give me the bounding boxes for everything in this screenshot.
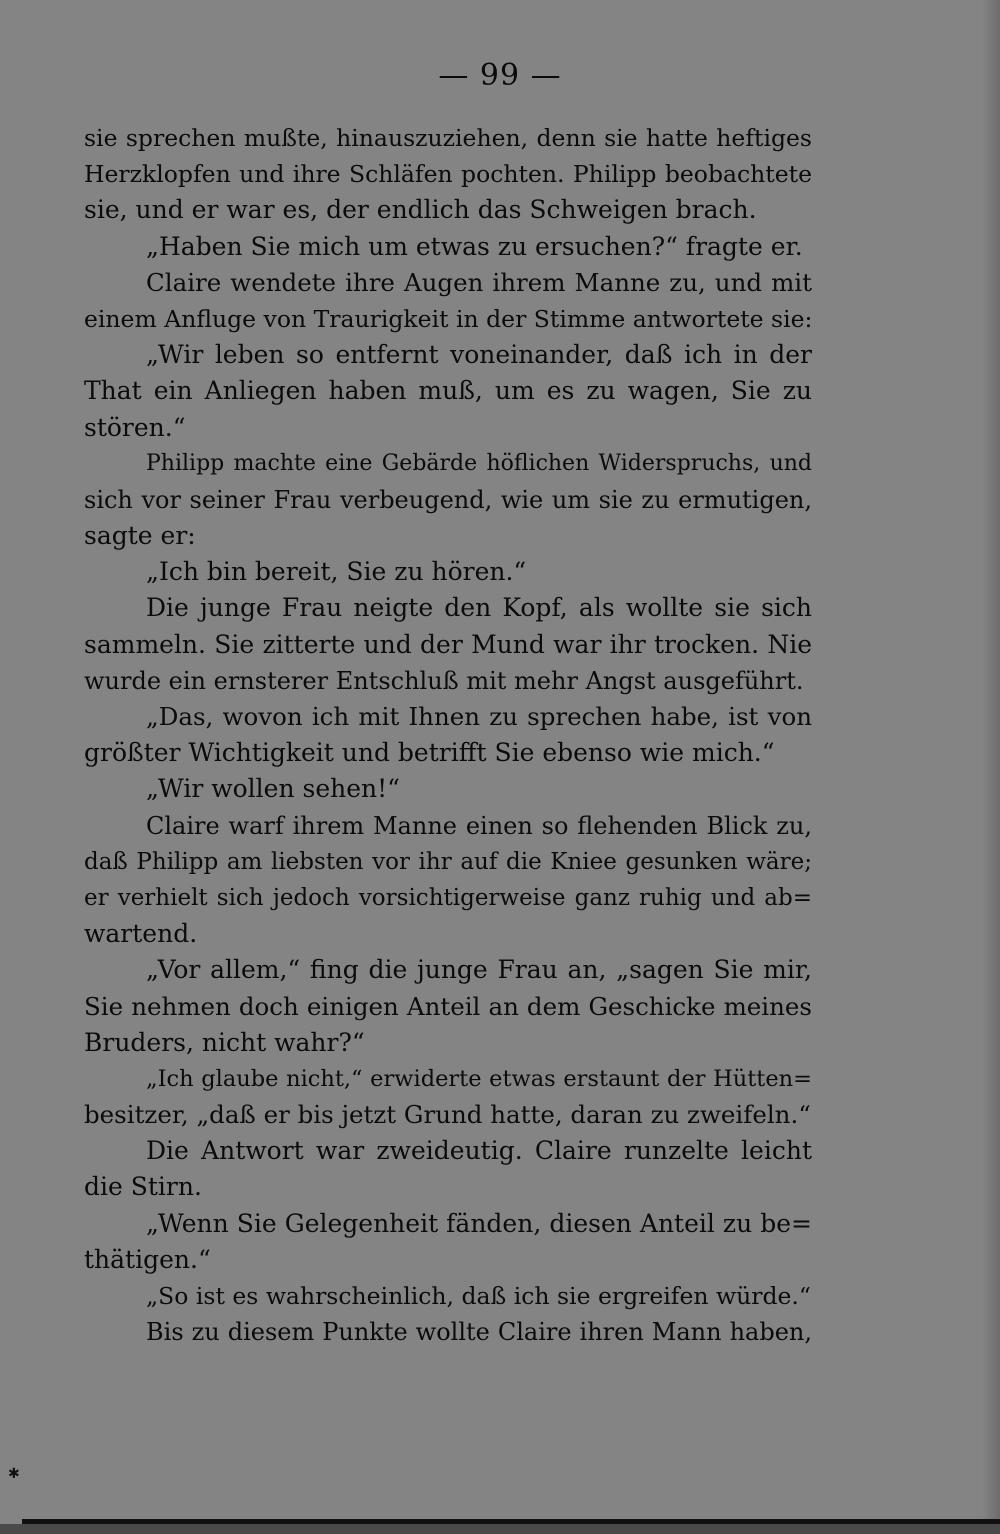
text-line: stören.“ [84, 412, 186, 442]
text-line: „Ich bin bereit, Sie zu hören.“ [146, 557, 527, 587]
text-line: wartend. [84, 919, 198, 949]
text-line: „So ist es wahrscheinlich, daß ich sie ergreifen würde.“ [146, 1282, 811, 1310]
page-edge-shadow [982, 0, 1000, 1534]
text-line: wurde ein ernsterer Entschluß mit mehr Angst ausgeführt. [84, 666, 804, 695]
text-line: Philipp machte eine Gebärde höflichen Widerspruchs, und [146, 450, 812, 476]
text-line: sagte er: [84, 521, 196, 551]
text-line: daß Philipp am liebsten vor ihr auf die Kniee gesunken wäre; [84, 848, 812, 875]
text-line: Herzklopfen und ihre Schläfen pochten. Philipp beobachtete [84, 160, 812, 189]
text-line: Claire warf ihrem Manne einen so flehenden Blick zu, [146, 811, 812, 840]
text-line: „Vor allem,“ fing die junge Frau an, „sagen Sie mir, [146, 955, 812, 985]
text-line: besitzer, „daß er bis jetzt Grund hatte, daran zu zweifeln.“ [84, 1100, 811, 1130]
text-line: Bis zu diesem Punkte wollte Claire ihren Mann haben, [146, 1318, 812, 1347]
text-line: sie, und er war es, der endlich das Schweigen brach. [84, 195, 757, 225]
text-line: „Wenn Sie Gelegenheit fänden, diesen Anteil zu be= [146, 1208, 812, 1238]
text-line: einem Anfluge von Traurigkeit in der Stimme antwortete sie: [84, 304, 812, 333]
text-line: die Stirn. [84, 1172, 202, 1202]
text-line: „Das, wovon ich mit Ihnen zu sprechen habe, ist von [146, 702, 812, 731]
page-body-text [84, 120, 812, 1350]
ink-speck-mark: ✱ [8, 1466, 20, 1482]
text-line: thätigen.“ [84, 1244, 211, 1274]
text-line: Sie nehmen doch einigen Anteil an dem Geschicke meines [84, 991, 812, 1021]
text-line: sie sprechen mußte, hinauszuziehen, denn sie hatte heftiges [84, 124, 812, 152]
page-number-header: — 99 — [438, 58, 562, 93]
text-line: „Wir wollen sehen!“ [146, 774, 400, 804]
text-line: größter Wichtigkeit und betrifft Sie ebenso wie mich.“ [84, 738, 775, 768]
text-line: „Haben Sie mich um etwas zu ersuchen?“ fragte er. [146, 231, 803, 261]
text-line: „Wir leben so entfernt voneinander, daß ich in der [146, 340, 812, 370]
text-line: Bruders, nicht wahr?“ [84, 1027, 365, 1057]
text-line: Claire wendete ihre Augen ihrem Manne zu, und mit [146, 267, 812, 297]
text-line: „Ich glaube nicht,“ erwiderte etwas erstaunt der Hütten= [146, 1065, 812, 1092]
text-line: sammeln. Sie zitterte und der Mund war ihr trocken. Nie [84, 629, 812, 659]
text-line: er verhielt sich jedoch vorsichtigerweise ganz ruhig und ab= [84, 884, 812, 911]
text-line: sich vor seiner Frau verbeugend, wie um sie zu ermutigen, [84, 485, 812, 514]
text-line: Die junge Frau neigte den Kopf, als wollte sie sich [146, 593, 812, 623]
page-bottom-border [0, 1524, 1000, 1534]
text-line: Die Antwort war zweideutig. Claire runzelte leicht [146, 1136, 812, 1166]
text-line: That ein Anliegen haben muß, um es zu wagen, Sie zu [84, 376, 812, 406]
